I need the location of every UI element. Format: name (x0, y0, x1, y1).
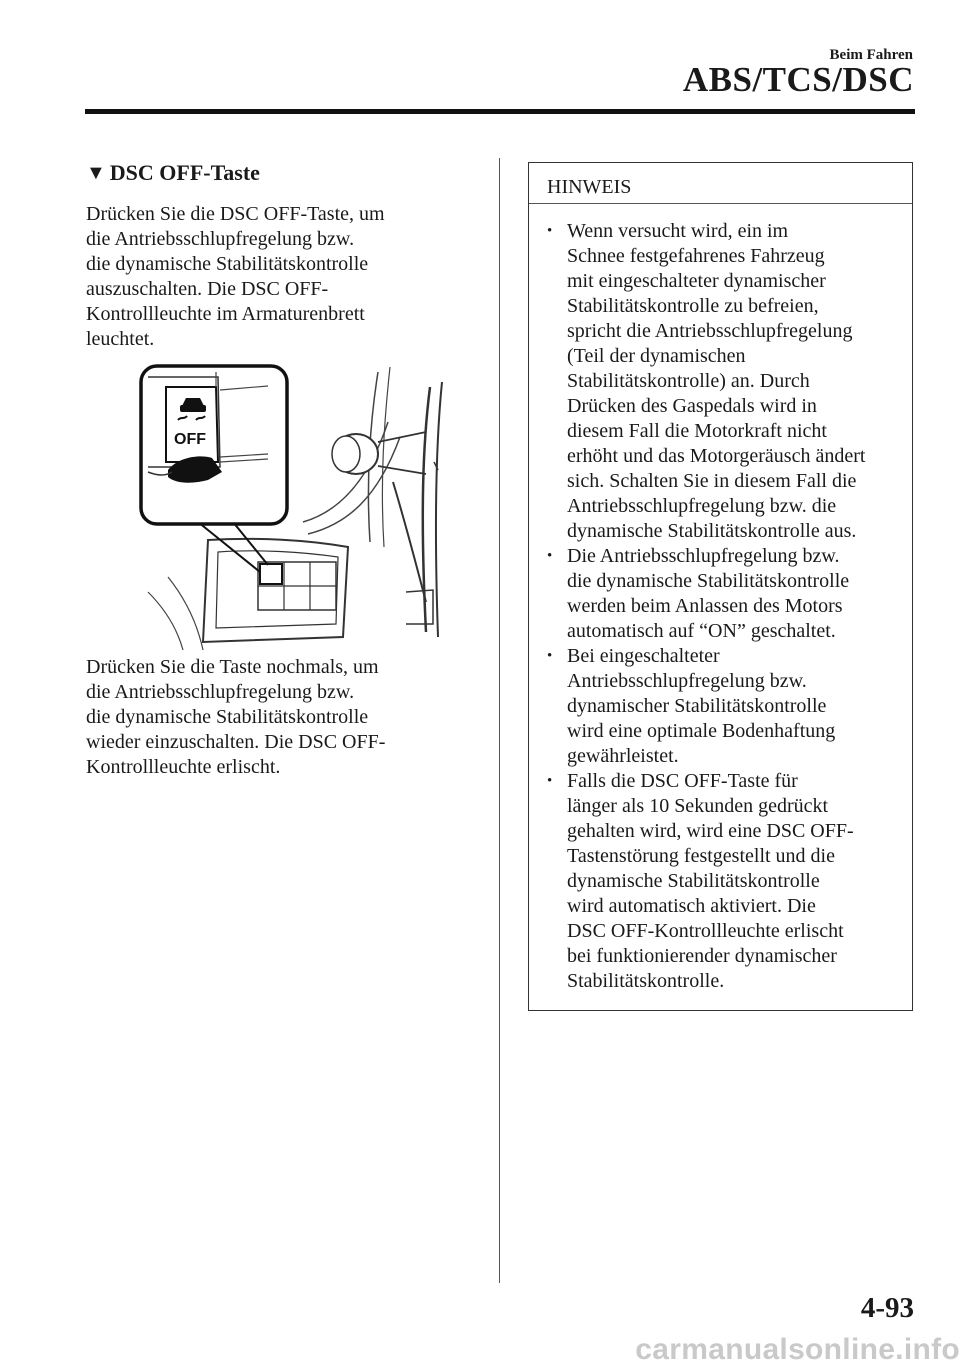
note-item: • Wenn versucht wird, ein im Schnee festgefahrenes Fahrzeug mit eingeschalteter dynamischer Stabilitätskontrolle zu befreien, spricht die Antriebsschlupfregelung (Teil der dynamischen Stabilitätskontrolle) an. Durch Drücken des Gaspedals wird in diesem Fall die Motorkraft nicht erhöht und das Motorgeräusch ändert sich. Schalten Sie in diesem Fall die Antriebsschlupfregelung bzw. die dynamische Stabilitätskontrolle aus. (541, 219, 913, 544)
chapter-title: Beim Fahren (829, 47, 913, 63)
section-heading-text: DSC OFF-Taste (109, 160, 260, 185)
header-rule (85, 109, 915, 114)
note-divider (529, 203, 912, 204)
watermark: carmanualsonline.info (635, 1333, 960, 1366)
page-number: 4-93 (860, 1292, 914, 1324)
dashboard-illustration (108, 362, 448, 650)
paragraph-2: Drücken Sie die Taste nochmals, um die Antriebsschlupfregelung bzw. die dynamische Stabilitätskontrolle wieder einzuschalten. Die DSC OFF- Kontrollleuchte erlischt. (86, 656, 386, 778)
note-box (528, 162, 913, 1011)
page-section-title: ABS/TCS/DSC (682, 60, 914, 99)
note-title: HINWEIS (547, 176, 632, 198)
note-item: • Bei eingeschalteter Antriebsschlupfregelung bzw. dynamischer Stabilitätskontrolle wird eine optimale Bodenhaftung gewährleistet. (541, 644, 913, 769)
triangle-marker-icon: ▼ (86, 161, 106, 184)
section-heading (86, 160, 260, 186)
note-item: • Falls die DSC OFF-Taste für länger als 10 Sekunden gedrückt gehalten wird, wird eine DSC OFF- Tastenstörung festgestellt und die dynamische Stabilitätskontrolle wird automatisch aktiviert. Die DSC OFF-Kontrollleuchte erlischt bei funktionierender dynamischer Stabilitätskontrolle. (541, 769, 913, 994)
off-label: OFF (174, 431, 206, 448)
note-list (541, 219, 913, 994)
dsc-off-switch-illustration (108, 362, 448, 650)
note-item: • Die Antriebsschlupfregelung bzw. die dynamische Stabilitätskontrolle werden beim Anlassen des Motors automatisch auf “ON” geschaltet. (541, 544, 913, 644)
paragraph-1: Drücken Sie die DSC OFF-Taste, um die Antriebsschlupfregelung bzw. die dynamische Stabilitätskontrolle auszuschalten. Die DSC OFF- Kontrollleuchte im Armaturenbrett leuchtet. (86, 203, 385, 350)
column-divider (499, 158, 500, 1283)
